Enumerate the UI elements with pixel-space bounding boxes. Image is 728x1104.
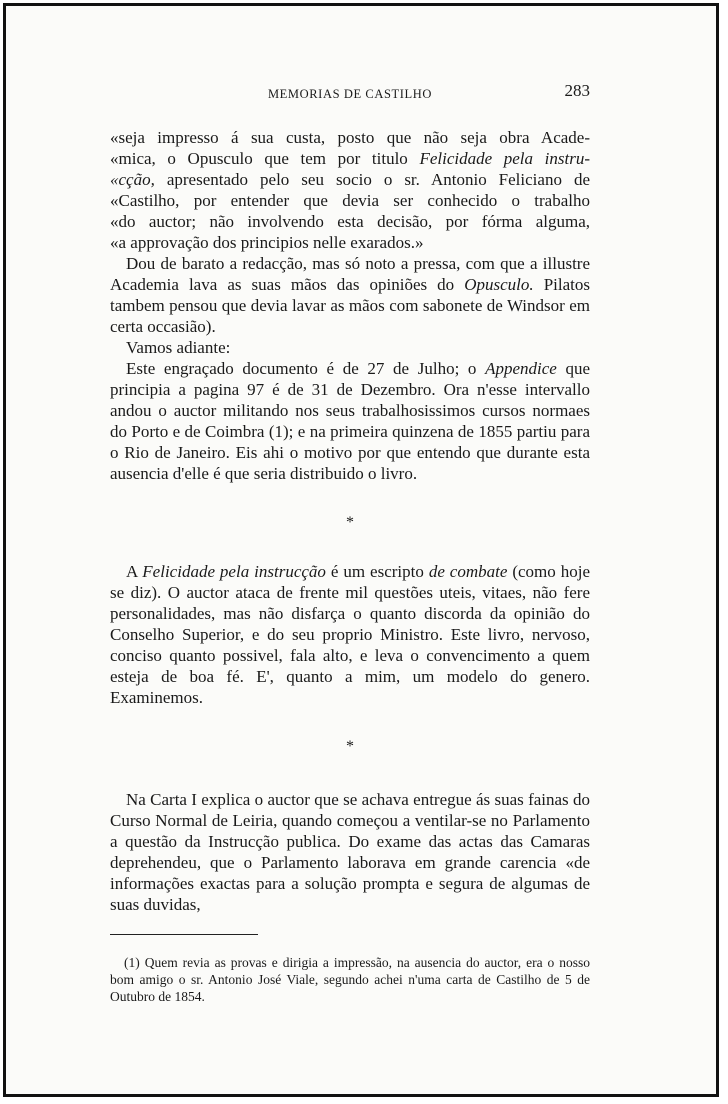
footnote: (1) Quem revia as provas e dirigia a impressão, na ausencia do auctor, era o nosso bom amigo o sr. Antonio José Viale, segundo achei n'uma carta de Castilho de 5 de Outubro de 1854. (110, 955, 590, 1004)
asterism-divider: * (346, 738, 354, 755)
paragraph-felicidade: A Felicidade pela instrucção é um escripto de combate (como hoje se diz). O auctor ataca de frente mil questões uteis, vitaes, não fere personalidades, mas não disfarça o quanto discorda da opinião do Conselho Superior, e do seu proprio Ministro. Este livro, nervoso, conciso quanto possivel, fala alto, e leva o convencimento a quem esteja de boa fé. E', quanto a mim, um modelo do genero. Examinemos. (110, 562, 591, 707)
quote-line: «do auctor; não involvendo esta decisão, por fórma alguma, (110, 212, 590, 231)
paragraph-dou-de-barato: Dou de barato a redacção, mas só noto a pressa, com que a illustre Academia lava as suas mãos das opiniões do Opusculo. Pilatos tambem pensou que devia lavar as mãos com sabonete de Windsor em certa occasião). (110, 254, 590, 336)
quote-line: «Castilho, por entender que devia ser conhecido o trabalho (110, 191, 590, 210)
asterism-divider: * (346, 514, 354, 531)
footnote-rule (110, 934, 258, 935)
page-number: 283 (564, 81, 590, 100)
quote-italic-title-end: «cção, (110, 170, 155, 189)
paragraph-carta-i: Na Carta I explica o auctor que se achava entregue ás suas fainas do Curso Normal de Leiria, quando começou a ventilar-se no Parlamento a questão da Instrucção publica. Do exame das actas das Camaras deprehendeu, que o Parlamento laborava em grande carencia «de informações exactas para a solução prompta e segura de algumas de suas duvidas, (110, 790, 590, 914)
paragraph-este-engracado: Este engraçado documento é de 27 de Julho; o Appendice que principia a pagina 97 é de 31 de Dezembro. Ora n'esse intervallo andou o auctor militando nos seus trabalhosissimos cursos normaes do Porto e de Coimbra (1); e na primeira quinzena de 1855 partiu para o Rio de Janeiro. Eis ahi o motivo por que entendo que durante esta ausencia d'elle é que seria distribuido o livro. (110, 359, 590, 483)
quote-line: «seja impresso á sua custa, posto que não seja obra Acade- (110, 128, 590, 147)
quote-line: «a approvação dos principios nelle exarados.» (110, 233, 424, 252)
running-title: MEMORIAS DE CASTILHO (267, 87, 433, 101)
page-frame (3, 3, 719, 1097)
book-page (110, 81, 590, 1005)
academy-quote (110, 127, 590, 253)
quote-line: «mica, o Opusculo que tem por titulo Felicidade pela instru- (110, 149, 590, 168)
paragraph-vamos-adiante: Vamos adiante: (126, 338, 231, 357)
quote-line: «cção, apresentado pelo seu socio o sr. Antonio Feliciano de (110, 170, 590, 189)
quote-italic-title: Felicidade pela instru- (419, 149, 590, 168)
running-head (110, 81, 590, 107)
